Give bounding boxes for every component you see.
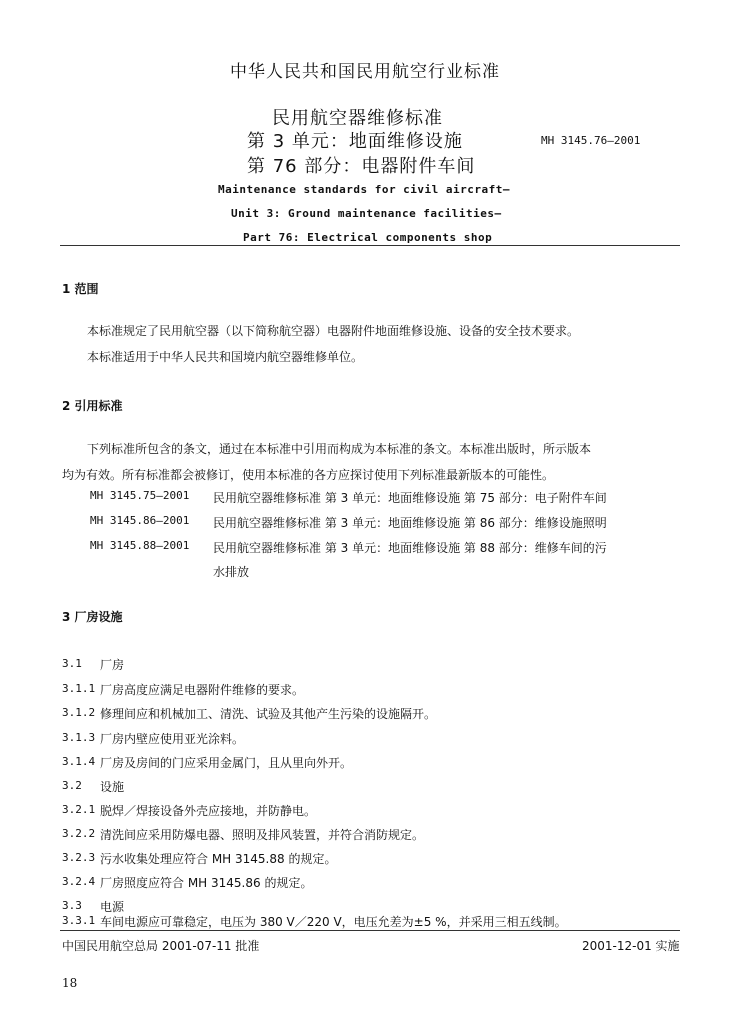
title-line-2: 第 3 单元：地面维修设施 xyxy=(247,131,463,152)
title-line-1: 民用航空器维修标准 xyxy=(272,108,443,129)
clause-number: 3.2.3 xyxy=(62,851,96,864)
reference-title: 民用航空器维修标准 第 3 单元：地面维修设施 第 88 部分：维修车间的污 xyxy=(213,541,607,555)
page-number: 18 xyxy=(62,976,78,990)
section-1-paragraph-1: 本标准规定了民用航空器（以下简称航空器）电器附件地面维修设施、设备的安全技术要求。 xyxy=(87,324,580,338)
clause-text: 设施 xyxy=(100,780,125,794)
clause-number: 3.1.1 xyxy=(62,682,96,695)
implementation-date: 2001-12-01 实施 xyxy=(582,939,680,953)
header-divider xyxy=(60,245,680,246)
clause-number: 3.3.1 xyxy=(62,914,96,927)
clause-number: 3.2 xyxy=(62,779,82,792)
reference-title-continuation: 水排放 xyxy=(213,565,250,579)
clause-number: 3.1.3 xyxy=(62,731,96,744)
english-title-line-3: Part 76: Electrical components shop xyxy=(243,231,493,244)
clause-number: 3.1 xyxy=(62,657,82,670)
section-1-heading: 1 范围 xyxy=(62,282,99,296)
clause-text: 脱焊／焊接设备外壳应接地，并防静电。 xyxy=(100,804,317,818)
clause-text: 修理间应和机械加工、清洗、试验及其他产生污染的设施隔开。 xyxy=(100,707,437,721)
english-title-line-2: Unit 3: Ground maintenance facilities— xyxy=(231,207,502,220)
clause-text: 厂房内壁应使用亚光涂料。 xyxy=(100,732,245,746)
reference-code: MH 3145.75—2001 xyxy=(90,489,190,502)
clause-text: 厂房 xyxy=(100,658,125,672)
clause-number: 3.2.1 xyxy=(62,803,96,816)
clause-number: 3.1.4 xyxy=(62,755,96,768)
footer-divider xyxy=(60,930,680,931)
clause-text: 污水收集处理应符合 MH 3145.88 的规定。 xyxy=(100,852,337,866)
clause-text: 厂房及房间的门应采用金属门，且从里向外开。 xyxy=(100,756,353,770)
clause-number: 3.2.4 xyxy=(62,875,96,888)
approval-line: 中国民用航空总局 2001-07-11 批准 xyxy=(62,939,260,953)
section-2-paragraph-1: 下列标准所包含的条文，通过在本标准中引用而构成为本标准的条文。本标准出版时，所示版本 xyxy=(87,442,592,456)
issuing-organization: 中华人民共和国民用航空行业标准 xyxy=(230,62,500,82)
clause-text: 清洗间应采用防爆电器、照明及排风装置，并符合消防规定。 xyxy=(100,828,425,842)
clause-text: 厂房高度应满足电器附件维修的要求。 xyxy=(100,683,305,697)
english-title-line-1: Maintenance standards for civil aircraft— xyxy=(218,183,511,196)
clause-number: 3.3 xyxy=(62,899,82,912)
section-1-paragraph-2: 本标准适用于中华人民共和国境内航空器维修单位。 xyxy=(87,350,364,364)
title-line-3: 第 76 部分：电器附件车间 xyxy=(247,156,476,177)
clause-text: 车间电源应可靠稳定，电压为 380 V／220 V，电压允差为±5 %，并采用三相五线制。 xyxy=(100,915,567,929)
section-3-heading: 3 厂房设施 xyxy=(62,610,123,624)
clause-text: 厂房照度应符合 MH 3145.86 的规定。 xyxy=(100,876,313,890)
section-2-paragraph-2: 均为有效。所有标准都会被修订，使用本标准的各方应探讨使用下列标准最新版本的可能性。 xyxy=(62,468,555,482)
clause-number: 3.1.2 xyxy=(62,706,96,719)
clause-text: 电源 xyxy=(100,900,125,914)
reference-code: MH 3145.86—2001 xyxy=(90,514,190,527)
standard-code: MH 3145.76—2001 xyxy=(541,134,641,147)
reference-title: 民用航空器维修标准 第 3 单元：地面维修设施 第 86 部分：维修设施照明 xyxy=(213,516,607,530)
reference-title: 民用航空器维修标准 第 3 单元：地面维修设施 第 75 部分：电子附件车间 xyxy=(213,491,607,505)
section-2-heading: 2 引用标准 xyxy=(62,399,123,413)
reference-code: MH 3145.88—2001 xyxy=(90,539,190,552)
clause-number: 3.2.2 xyxy=(62,827,96,840)
